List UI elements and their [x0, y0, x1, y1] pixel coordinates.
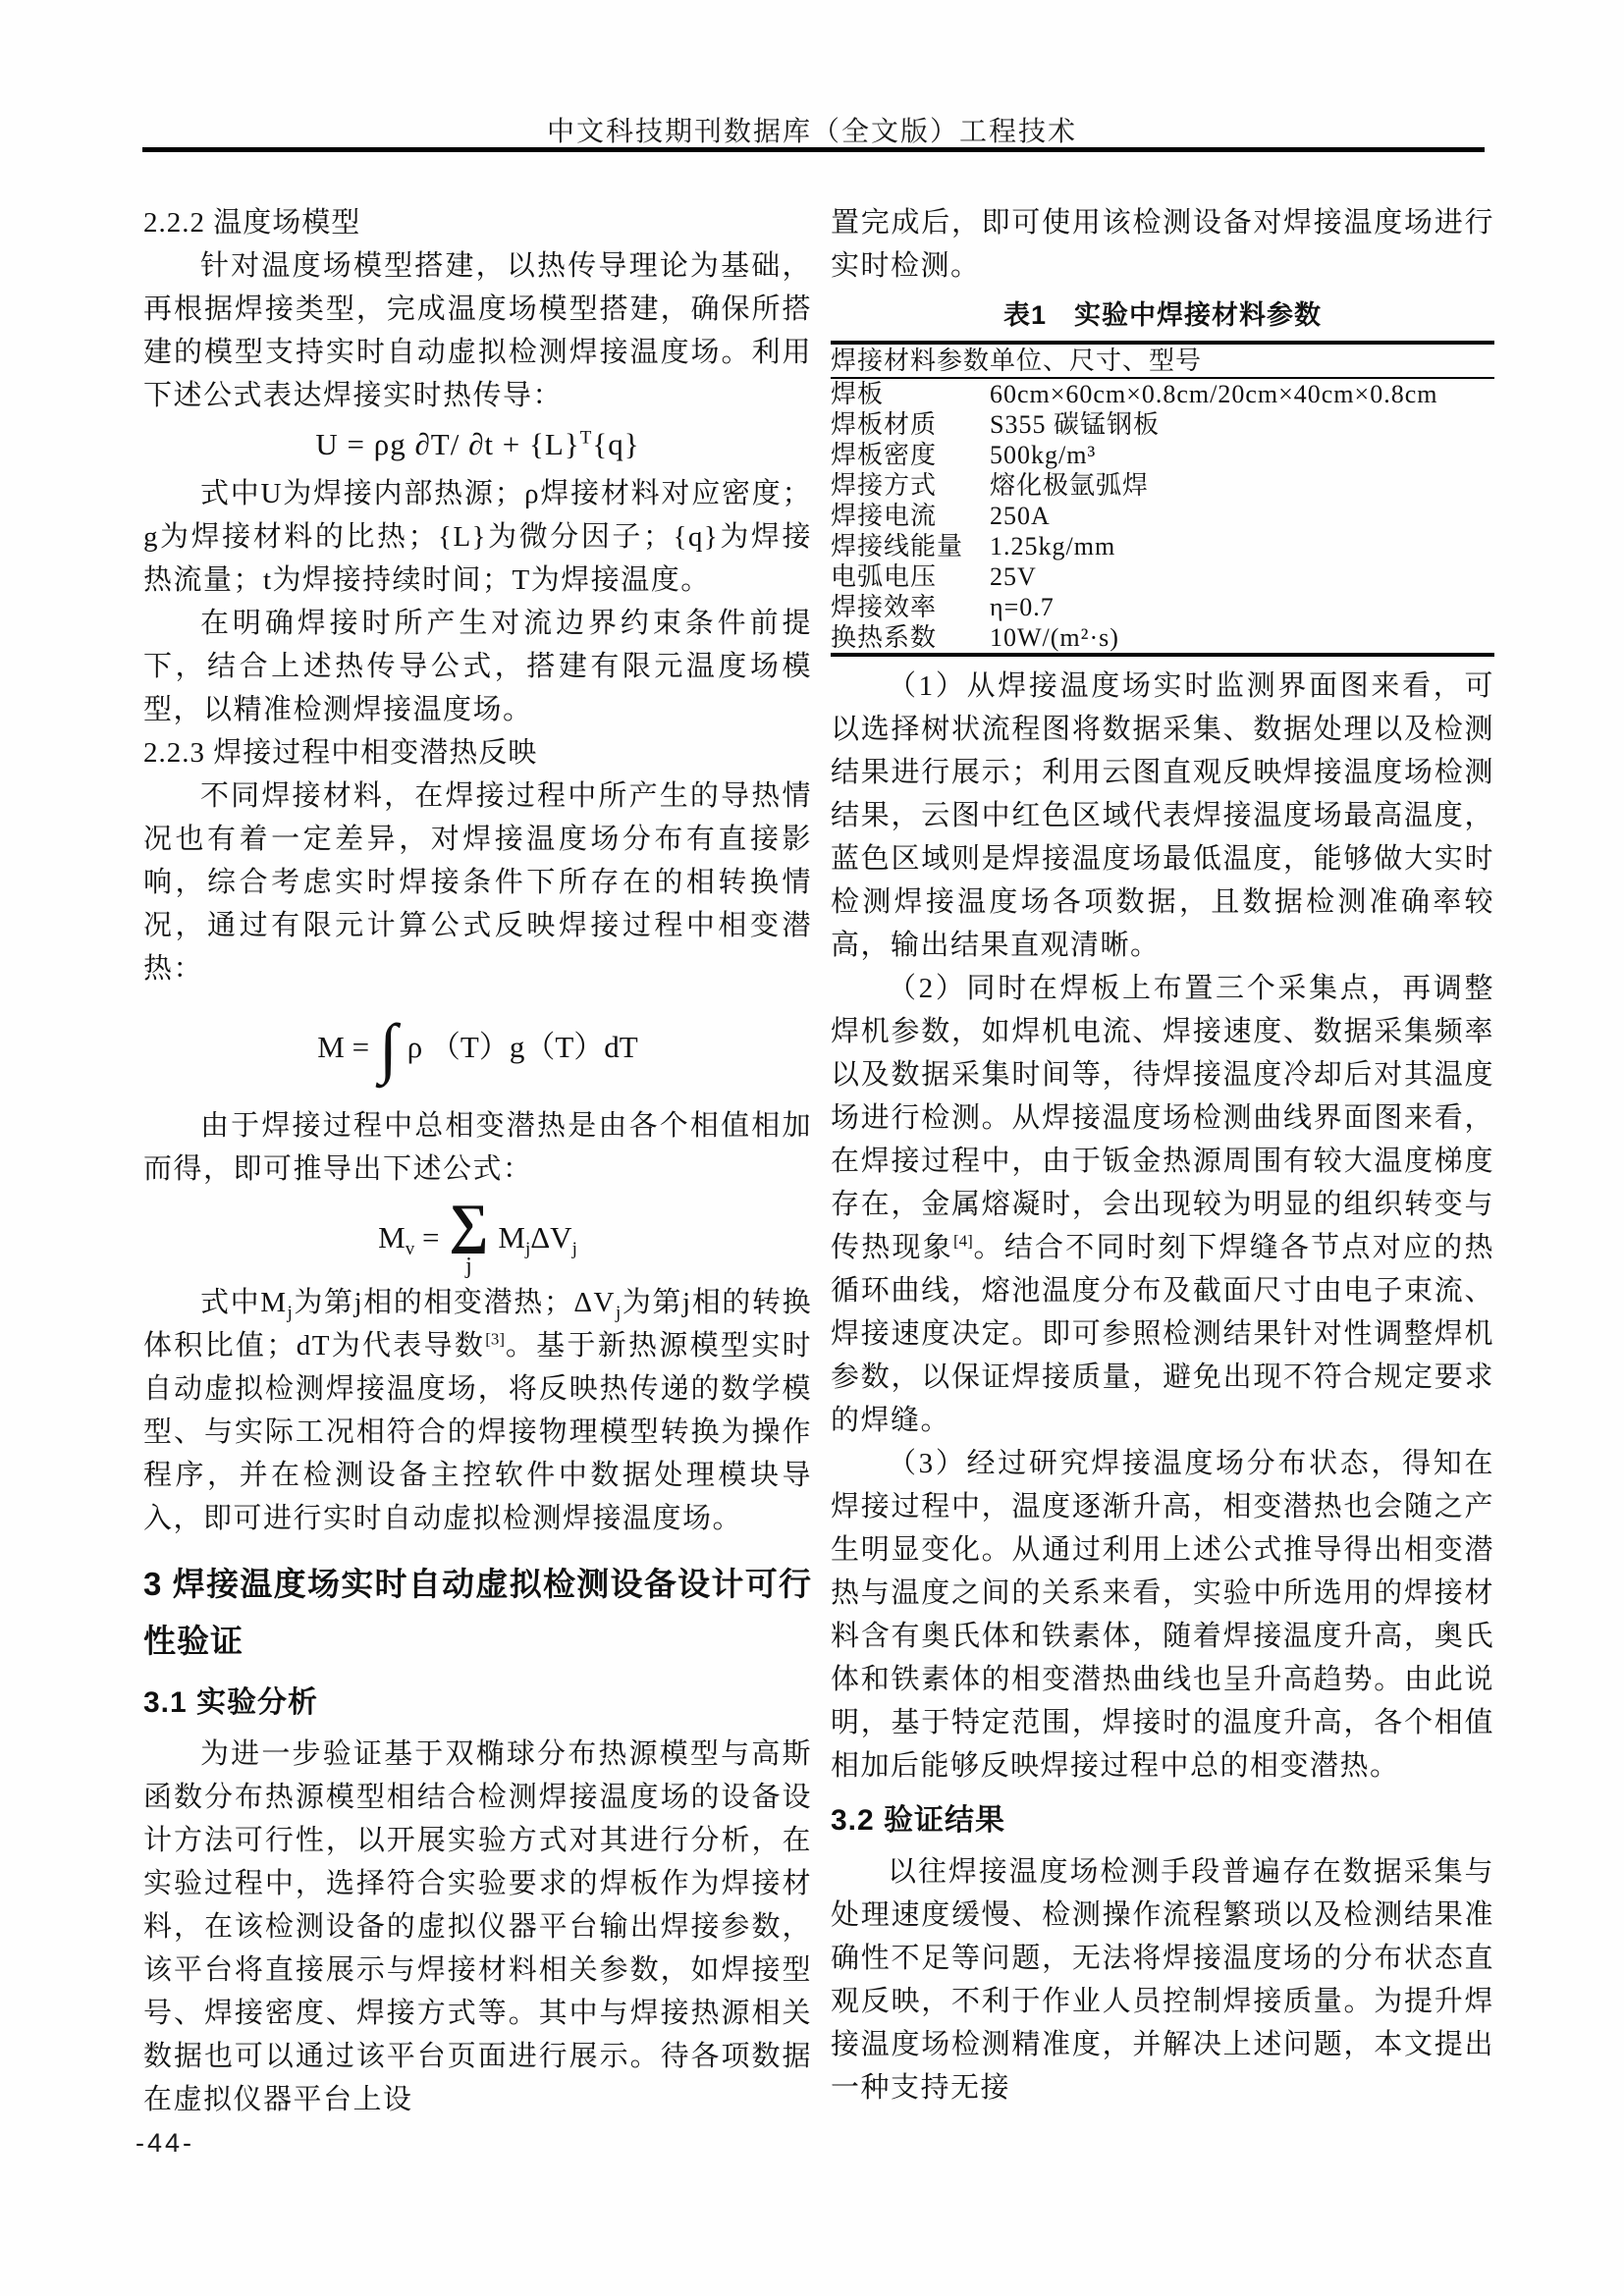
formula-latent-heat-rhs: ρ （T）g（T）dT	[406, 1030, 638, 1064]
formula-total-latent-rhs: $M_j\Delta V_j$	[498, 1220, 577, 1260]
section-2-2-2-heading: 2.2.2 温度场模型	[143, 207, 361, 239]
paragraph-point-1: （1）从焊接温度场实时监测界面图来看，可以选择树状流程图将数据采集、数据处理以及检测结果进行展示；利用云图直观反映焊接温度场检测结果，云图中红色区域代表焊接温度场最高温度，蓝色区域则是焊接温度场最低温度，能够做大实时检测焊接温度场各项数据，且数据检测准确率较高，输出结果直观清晰。	[831, 670, 1494, 961]
sigma-index: j	[465, 1254, 472, 1279]
section-2-2-3-heading: 2.2.3 焊接过程中相变潜热反映	[143, 737, 538, 769]
table1-caption: 表1 实验中焊接材料参数	[1002, 300, 1322, 330]
materials-table	[831, 341, 1494, 657]
left-column	[143, 201, 812, 2121]
table-row	[831, 531, 1494, 561]
table-cell-value: 1.25kg/mm	[990, 532, 1116, 561]
formula-total-latent-lhs: $M_v$ =	[378, 1220, 440, 1260]
table-row	[831, 440, 1494, 470]
table-cell-label: 焊板密度	[831, 441, 938, 469]
section-3-1-heading: 3.1 实验分析	[143, 1686, 319, 1719]
section-3-2-heading: 3.2 验证结果	[831, 1804, 1006, 1837]
paragraph-boundary: 在明确焊接时所产生对流边界约束条件前提下，结合上述热传导公式，搭建有限元温度场模型，以精准检测焊接温度场。	[143, 608, 812, 725]
formula-latent-heat-lhs: M =	[317, 1030, 370, 1064]
citation-ref-4: [4]	[952, 1231, 973, 1251]
page-number: -44-	[135, 2128, 195, 2158]
table-row	[831, 409, 1494, 440]
table-cell-label: 焊接方式	[831, 471, 938, 500]
section-3-heading: 3 焊接温度场实时自动虚拟检测设备设计可行性验证	[143, 1566, 812, 1659]
table-cell-label: 焊接电流	[831, 502, 938, 530]
formula-heat-conduction-tail: {q}	[592, 427, 640, 461]
table-cell-value: 10W/(m²·s)	[990, 623, 1119, 652]
table-row	[831, 622, 1494, 655]
citation-ref-3: [3]	[485, 1329, 506, 1349]
formula-heat-conduction-superscript: T	[579, 427, 593, 449]
table-cell-value: 250A	[990, 502, 1051, 530]
table-cell-label: 换热系数	[831, 623, 938, 652]
header-divider-rule	[142, 147, 1485, 152]
table-cell-value: 25V	[990, 562, 1037, 591]
table-col-header-value: 单位、尺寸、型号	[990, 343, 1494, 378]
formula-heat-conduction-body: U = ρg ∂T/ ∂t + {L}	[315, 427, 580, 461]
table-cell-value: S355 碳锰钢板	[990, 410, 1160, 439]
paragraph-symbols-u: 式中U为焊接内部热源；ρ焊接材料对应密度；g为焊接材料的比热；{L}为微分因子；{q}为焊接热流量；t为焊接持续时间；T为焊接温度。	[143, 478, 812, 596]
table-cell-label: 焊板	[831, 380, 885, 408]
paragraph-continuation: 置完成后，即可使用该检测设备对焊接温度场进行实时检测。	[831, 207, 1494, 282]
paragraph-verification: 以往焊接温度场检测手段普遍存在数据采集与处理速度缓慢、检测操作流程繁琐以及检测结果准确性不足等问题，无法将焊接温度场的分布状态直观反映，不利于作业人员控制焊接质量。为提升焊接温度场检测精准度，并解决上述问题，本文提出一种支持无接	[831, 1856, 1494, 2104]
paragraph-symbols-mv: 式中$M_j$为第j相的相变潜热；$\Delta V_j$为第j相的转换体积比值；dT为代表导数[3]。基于新热源模型实时自动虚拟检测焊接温度场，将反映热传递的数学模型、与实际工况相符合的焊接物理模型转换为操作程序，并在检测设备主控软件中数据处理模块导入，即可进行实时自动虚拟检测焊接温度场。	[143, 1287, 812, 1534]
table-cell-value: 60cm×60cm×0.8cm/20cm×40cm×0.8cm	[990, 380, 1438, 408]
integral-symbol: ∫	[379, 1010, 398, 1085]
table-row	[831, 561, 1494, 592]
formula-latent-heat	[143, 1000, 812, 1095]
sigma-stack	[449, 1194, 489, 1279]
paragraph-experiment: 为进一步验证基于双椭球分布热源模型与高斯函数分布热源模型相结合检测焊接温度场的设备设计方法可行性，以开展实验方式对其进行分析，在实验过程中，选择符合实验要求的焊板作为焊接材料，在该检测设备的虚拟仪器平台输出焊接参数，该平台将直接展示与焊接材料相关参数，如焊接型号、焊接密度、焊接方式等。其中与焊接热源相关数据也可以通过该平台页面进行展示。待各项数据在虚拟仪器平台上设	[143, 1738, 812, 2115]
paragraph-latent-intro: 不同焊接材料，在焊接过程中所产生的导热情况也有着一定差异，对焊接温度场分布有直接影响，综合考虑实时焊接条件下所存在的相转换情况，通过有限元计算公式反映焊接过程中相变潜热：	[143, 780, 812, 985]
sigma-symbol: ∑	[449, 1194, 489, 1255]
table-cell-value: 熔化极氩弧焊	[990, 471, 1150, 500]
table-header-row	[831, 343, 1494, 378]
paragraph-point-3: （3）经过研究焊接温度场分布状态，得知在焊接过程中，温度逐渐升高，相变潜热也会随之产生明显变化。从通过利用上述公式推导得出相变潜热与温度之间的关系来看，实验中所选用的焊接材料含有奥氏体和铁素体，随着焊接温度升高，奥氏体和铁素体的相变潜热曲线也呈升高趋势。由此说明，基于特定范围，焊接时的温度升高，各个相值相加后能够反映焊接过程中总的相变潜热。	[831, 1448, 1494, 1782]
formula-heat-conduction	[143, 425, 812, 464]
table-cell-label: 焊接线能量	[831, 532, 964, 561]
right-column	[831, 201, 1494, 2109]
table-cell-label: 焊接效率	[831, 593, 938, 621]
table-row	[831, 378, 1494, 409]
table-cell-label: 焊板材质	[831, 410, 938, 439]
table-row	[831, 592, 1494, 622]
table-row	[831, 470, 1494, 501]
paragraph-point-2: （2）同时在焊板上布置三个采集点，再调整焊机参数，如焊机电流、焊接速度、数据采集频率以及数据采集时间等，待焊接温度冷却后对其温度场进行检测。从焊接温度场检测曲线界面图来看，在焊接过程中，由于钣金热源周围有较大温度梯度存在，金属熔凝时，会出现较为明显的组织转变与传热现象[4]。结合不同时刻下焊缝各节点对应的热循环曲线，熔池温度分布及截面尺寸由电子束流、焊接速度决定。即可参照检测结果针对性调整焊机参数，以保证焊接质量，避免出现不符合规定要求的焊缝。	[831, 973, 1494, 1436]
formula-total-latent	[143, 1194, 812, 1279]
table-row	[831, 501, 1494, 531]
table-cell-value: η=0.7	[990, 593, 1055, 621]
table-col-header-parameter: 焊接材料参数	[831, 343, 990, 378]
paragraph-sum-intro: 由于焊接过程中总相变潜热是由各个相值相加而得，即可推导出下述公式：	[143, 1110, 812, 1185]
paragraph-model-intro: 针对温度场模型搭建，以热传导理论为基础，再根据焊接类型，完成温度场模型搭建，确保所搭建的模型支持实时自动虚拟检测焊接温度场。利用下述公式表达焊接实时热传导：	[143, 250, 812, 411]
table-cell-value: 500kg/m³	[990, 441, 1097, 469]
journal-header-title: 中文科技期刊数据库（全文版）工程技术	[546, 117, 1077, 147]
table-cell-label: 电弧电压	[831, 562, 938, 591]
